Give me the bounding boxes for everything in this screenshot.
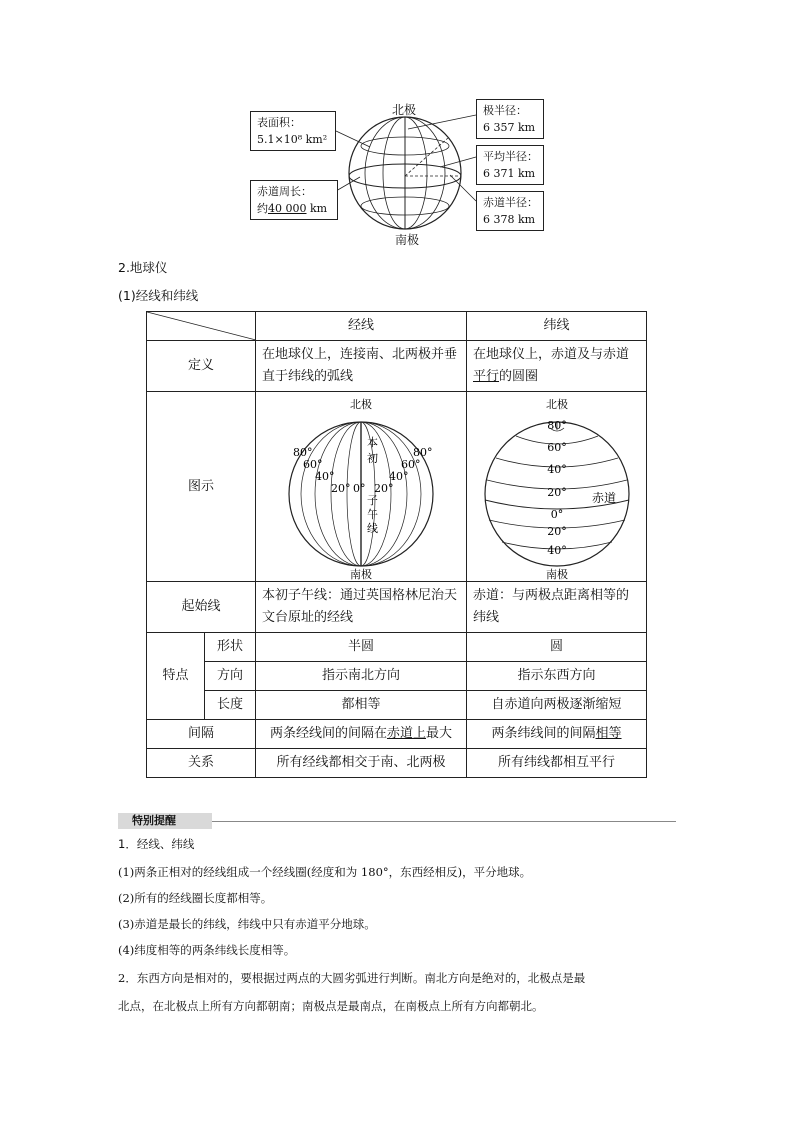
circumference-prefix: 约	[257, 202, 268, 215]
tick-w80: 80°	[293, 445, 313, 459]
tick-eq0: 0°	[550, 507, 563, 521]
direction-parallel: 指示东西方向	[467, 662, 647, 691]
surface-area-value: 5.1×10⁸ km²	[257, 133, 328, 146]
equatorial-radius-label: 赤道半径：	[483, 196, 538, 209]
circumference-value: 40 000	[268, 202, 307, 215]
def-parallel-part: 在地球仪上，赤道及与赤道	[473, 347, 630, 362]
interval-meridian-part: 两条经线间的间隔在	[269, 726, 387, 741]
polar-radius-label: 极半径：	[483, 104, 527, 117]
direction-meridian: 指示南北方向	[256, 662, 467, 691]
header-meridian: 经线	[256, 312, 467, 341]
tick-e20: 20°	[374, 481, 394, 495]
polar-radius-value: 6 357 km	[483, 121, 536, 134]
parallel-figure-cell	[467, 392, 647, 582]
parallel-north: 北极	[545, 397, 568, 411]
tick-s20: 20°	[546, 524, 567, 538]
parallel-globe	[472, 394, 642, 580]
tick-n80: 80°	[546, 418, 567, 432]
relation-parallel: 所有纬线都相互平行	[467, 749, 647, 778]
definition-parallel	[467, 341, 647, 392]
equator-circumference-box	[250, 180, 338, 220]
tick-w20: 20°	[331, 481, 351, 495]
prime-char-5: 线	[367, 521, 378, 535]
parallel-south: 南极	[545, 567, 568, 580]
tick-n20: 20°	[546, 485, 567, 499]
tip-paragraph-3: (3)赤道是最长的纬线，纬线中只有赤道平分地球。	[118, 917, 376, 931]
row-label-origin: 起始线	[147, 582, 256, 633]
prime-char-2: 初	[367, 451, 378, 465]
sublabel-length: 长度	[205, 691, 256, 720]
interval-meridian-tail: 最大	[426, 726, 453, 741]
table-header-row	[147, 312, 647, 341]
def-parallel-tail: 的圆圈	[499, 369, 539, 384]
section-title: 2.地球仪	[118, 260, 168, 275]
tip-paragraph-4: (4)纬度相等的两条纬线长度相等。	[118, 943, 296, 957]
tip-paragraph-2: (2)所有的经线圈长度都相等。	[118, 891, 273, 905]
table-row	[147, 691, 647, 720]
tick-n60: 60°	[546, 440, 567, 454]
shape-parallel: 圆	[467, 633, 647, 662]
length-parallel: 自赤道向两极逐渐缩短	[467, 691, 647, 720]
tip-paragraph-5b: 北点，在北极点上所有方向都朝南；南极点是最南点，在南极点上所有方向都朝北。	[118, 999, 544, 1013]
origin-meridian: 本初子午线：通过英国格林尼治天文台原址的经线	[256, 582, 467, 633]
meridian-south: 南极	[350, 567, 372, 580]
diagonal-header-cell	[147, 312, 256, 341]
polar-radius-box	[476, 99, 544, 139]
circumference-label: 赤道周长：	[257, 185, 312, 198]
sublabel-direction: 方向	[205, 662, 256, 691]
prime-char-4: 午	[367, 507, 378, 521]
interval-parallel	[467, 720, 647, 749]
sublabel-shape: 形状	[205, 633, 256, 662]
tip-paragraph-5a: 2．东西方向是相对的，要根据过两点的大圆劣弧进行判断。南北方向是绝对的，北极点是最	[118, 971, 586, 985]
section-subtitle: (1)经线和纬线	[118, 288, 199, 303]
interval-parallel-part: 两条纬线间的间隔	[491, 726, 596, 741]
equator-label: 赤道	[591, 490, 616, 505]
table-row	[147, 341, 647, 392]
interval-parallel-underlined: 相等	[595, 726, 622, 741]
row-label-features: 特点	[147, 633, 205, 720]
mean-radius-box	[476, 145, 544, 185]
table-row	[147, 720, 647, 749]
meridian-north: 北极	[350, 397, 372, 411]
meridian-globe	[271, 394, 451, 580]
meridian-parallel-table	[146, 311, 647, 778]
tick-w60: 60°	[303, 457, 323, 471]
diagonal-line	[147, 312, 256, 340]
tip-heading-1: 1．经线、纬线	[118, 837, 195, 851]
table-row	[147, 662, 647, 691]
shape-meridian: 半圆	[256, 633, 467, 662]
prime-char-3: 子	[367, 493, 378, 507]
south-pole-label: 南极	[395, 233, 420, 247]
tick-e60: 60°	[401, 457, 421, 471]
interval-meridian-underlined: 赤道上	[386, 726, 426, 741]
def-parallel-underlined: 平行	[473, 369, 500, 384]
table-row	[147, 633, 647, 662]
relation-meridian: 所有经线都相交于南、北两极	[256, 749, 467, 778]
interval-meridian	[256, 720, 467, 749]
tick-e40: 40°	[389, 469, 409, 483]
row-label-figure: 图示	[147, 392, 256, 582]
table-row	[147, 749, 647, 778]
prime-char-1: 本	[367, 435, 378, 449]
meridian-figure-cell	[256, 392, 467, 582]
surface-area-label: 表面积：	[257, 116, 301, 129]
tip-title-badge: 特别提醒	[118, 813, 212, 829]
tick-n40: 40°	[546, 462, 567, 476]
north-pole-label: 北极	[392, 103, 417, 117]
tick-s40: 40°	[546, 543, 567, 557]
mean-radius-value: 6 371 km	[483, 167, 536, 180]
mean-radius-label: 平均半径：	[483, 150, 538, 163]
definition-meridian: 在地球仪上，连接南、北两极并垂直于纬线的弧线	[256, 341, 467, 392]
length-meridian: 都相等	[256, 691, 467, 720]
table-row	[147, 582, 647, 633]
table-row	[147, 392, 647, 582]
tick-0: 0°	[353, 481, 366, 495]
equatorial-radius-value: 6 378 km	[483, 213, 536, 226]
surface-area-box	[250, 111, 336, 151]
circumference-unit: km	[306, 202, 328, 215]
circumference-value-line	[257, 200, 331, 217]
equatorial-radius-box	[476, 191, 544, 231]
tip-paragraph-1: (1)两条正相对的经线组成一个经线圈(经度和为 180°，东西经相反)，平分地球。	[118, 865, 532, 879]
header-parallel: 纬线	[467, 312, 647, 341]
row-label-definition: 定义	[147, 341, 256, 392]
row-label-relation: 关系	[147, 749, 256, 778]
tick-e80: 80°	[413, 445, 433, 459]
row-label-interval: 间隔	[147, 720, 256, 749]
origin-parallel: 赤道：与两极点距离相等的纬线	[467, 582, 647, 633]
tick-w40: 40°	[315, 469, 335, 483]
